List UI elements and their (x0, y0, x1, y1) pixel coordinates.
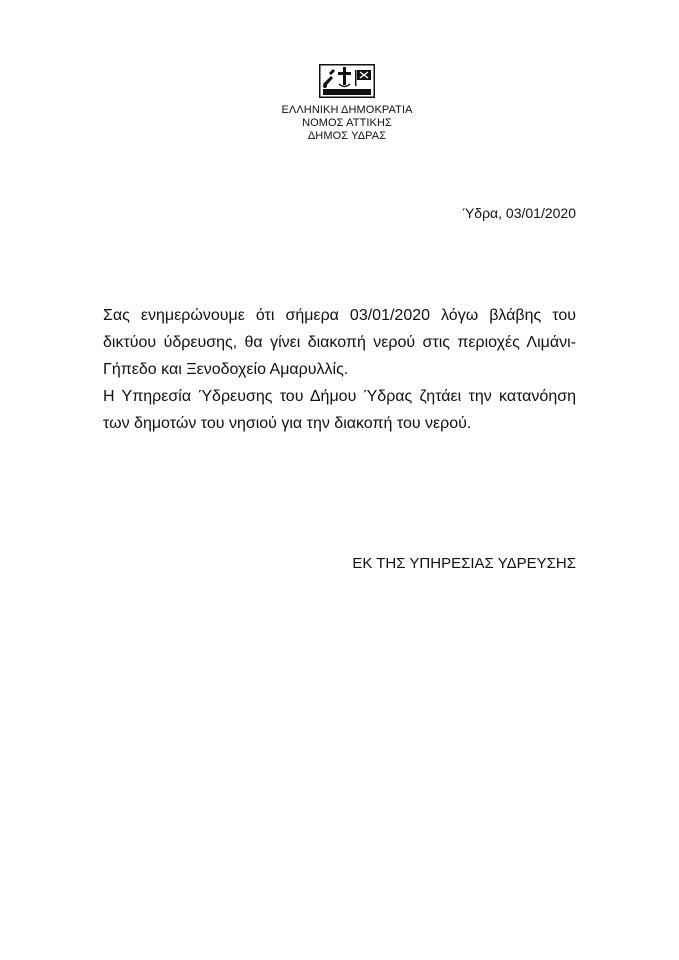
letterhead-country: ΕΛΛΗΝΙΚΗ ΔΗΜΟΚΡΑΤΙΑ (281, 104, 413, 116)
announcement-paragraph-1: Σας ενημερώνουμε ότι σήμερα 03/01/2020 λόγω βλάβης του δικτύου ύδρευσης, θα γίνει διακοπή νερού στις περιοχές Λιμάνι-Γήπεδο και Ξενοδοχείο Αμαρυλλίς. (103, 307, 576, 378)
hydra-emblem-icon (319, 64, 375, 98)
announcement-paragraph-2: Η Υπηρεσία Ύδρευσης του Δήμου Ύδρας ζητάει την κατανόηση των δημοτών του νησιού για την διακοπή του νερού. (103, 388, 576, 432)
letterhead (262, 104, 432, 143)
announcement-body (103, 302, 576, 437)
signature-line: ΕΚ ΤΗΣ ΥΠΗΡΕΣΙΑΣ ΥΔΡΕΥΣΗΣ (352, 555, 576, 572)
document-date: Ύδρα, 03/01/2020 (462, 205, 576, 221)
letterhead-prefecture: ΝΟΜΟΣ ΑΤΤΙΚΗΣ (302, 117, 392, 129)
letterhead-municipality: ΔΗΜΟΣ ΥΔΡΑΣ (307, 130, 387, 142)
